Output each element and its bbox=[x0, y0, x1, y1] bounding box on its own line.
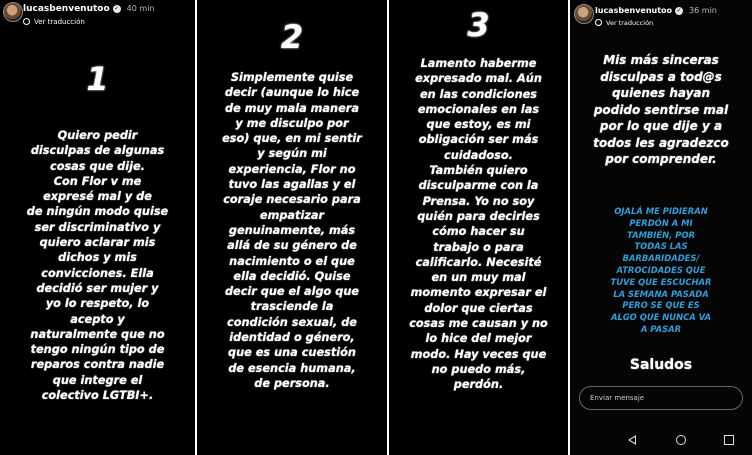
story-number: 3 bbox=[467, 6, 490, 44]
story-blue-text: OJALÁ ME PIDIERAN PERDÓN A MI TAMBIÉN, POR TODAS LAS BARBARIDADES/ ATROCIDADES QUE TUVE QUE ESCUCHAR LA SEMANA PASADA PERO SE QUE ES ALGO QUE NUNCA VA A PASAR bbox=[610, 206, 712, 334]
verified-badge-icon: ✓ bbox=[114, 5, 120, 12]
story-number: 1 bbox=[86, 60, 109, 98]
story-panel-2 bbox=[197, 0, 387, 455]
avatar[interactable] bbox=[574, 4, 594, 24]
back-icon[interactable] bbox=[628, 435, 636, 445]
username[interactable]: lucasbenvenutoo ✓ 36 min bbox=[595, 6, 717, 15]
verified-badge-icon: ✓ bbox=[676, 7, 682, 14]
send-message-input[interactable]: Enviar mensaje bbox=[579, 386, 743, 410]
android-nav-bar bbox=[570, 427, 752, 455]
story-header bbox=[0, 0, 195, 32]
story-text: Simplemente quise decir (aunque lo hice de muy mala manera y me disculpo por eso) que, en mi sentir y según mi experiencia, Flor no tuvo las agallas y el coraje necesario para empatizar genuinamente, más allá de su género de nacimiento o el que ella decidió. Quise decir que el algo que trasciende la condición sexual, de identidad o género, que es una cuestión de esencia humana, de persona. bbox=[222, 71, 362, 390]
avatar[interactable] bbox=[3, 2, 23, 22]
post-time: 40 min bbox=[126, 4, 155, 13]
post-time: 36 min bbox=[689, 6, 717, 15]
story-panel-4 bbox=[570, 0, 752, 455]
username[interactable]: lucasbenvenutoo ✓ 40 min bbox=[23, 4, 155, 14]
home-icon[interactable] bbox=[676, 435, 686, 445]
story-text: Mis más sinceras disculpas a tod@s quienes hayan podido sentirse mal por lo que dije y a todos les agradezco por comprender. bbox=[593, 53, 729, 166]
recent-apps-icon[interactable] bbox=[724, 435, 734, 445]
globe-icon bbox=[595, 19, 602, 26]
translate-link[interactable]: Ver traducción bbox=[595, 19, 653, 27]
story-header bbox=[570, 0, 752, 32]
story-panel-1 bbox=[0, 0, 195, 455]
story-text: Quiero pedir disculpas de algunas cosas que dije. Con Flor v me expresé mal y de de ningún modo quise ser discriminativo y quiero aclarar mis dichos y mis convicciones. Ella decidió ser mujer y yo lo respeto, lo acepto y naturalmente que no tengo ningún tipo de reparos contra nadie que integre el colectivo LGTBI+. bbox=[26, 129, 169, 403]
translate-link[interactable]: Ver traducción bbox=[23, 18, 85, 26]
closing-text: Saludos bbox=[629, 357, 693, 373]
globe-icon bbox=[23, 18, 30, 25]
story-text: Lamento haberme expresado mal. Aún en las condiciones emocionales en las que estoy, es mi obligación ser más cuidadoso. También quiero disculparme con la Prensa. Yo no soy quién para decirles cómo hacer su trabajo o para calificarlo. Necesité en un muy mal momento expresar el dolor que ciertas cosas me causan y no lo hice del mejor modo. Hay veces que no puedo más, perdón. bbox=[409, 57, 548, 392]
story-number: 2 bbox=[280, 18, 304, 56]
story-panel-3 bbox=[389, 0, 568, 455]
